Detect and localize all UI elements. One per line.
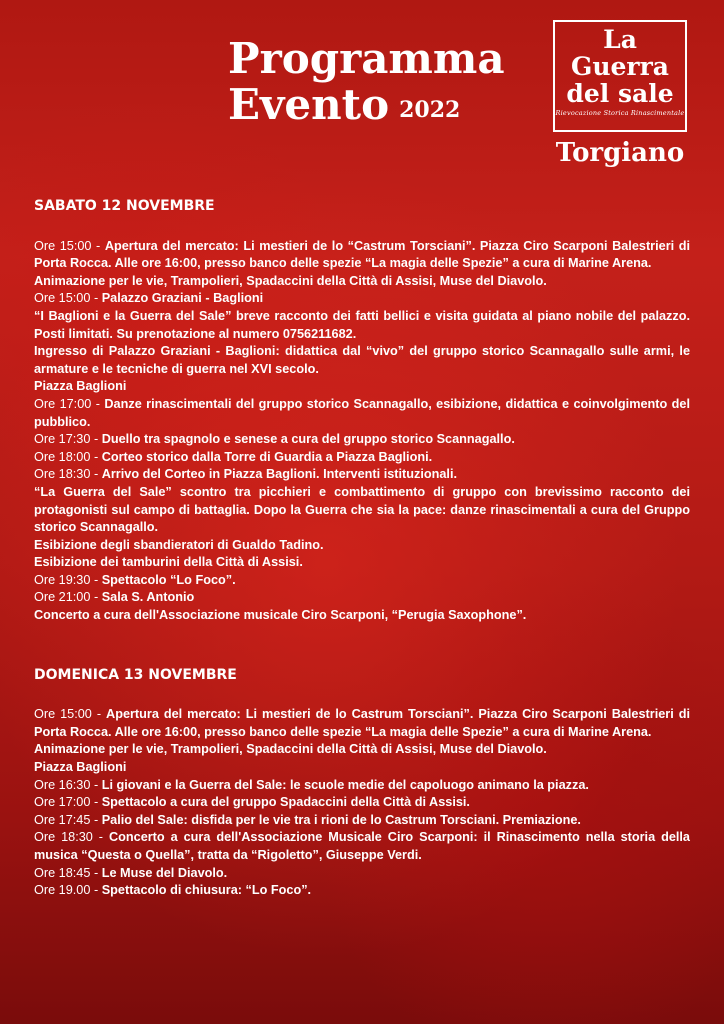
- program-entry: [34, 378, 690, 396]
- entry-text: Apertura del mercato: Li mestieri de lo “Castrum Torsciani”. Piazza Ciro Scarponi Balestrieri di Porta Rocca. Alle ore 16:00, presso banco delle spezie “La magia delle Spezie” a cura di Marine Arena.: [34, 238, 690, 271]
- entry-text: Danze rinascimentali del gruppo storico Scannagallo, esibizione, didattica e coinvolgimento del pubblico.: [34, 396, 691, 429]
- program-content: [34, 198, 690, 900]
- logo-line-2: Guerra: [571, 52, 669, 81]
- entry-text: Esibizione dei tamburini della Città di Assisi.: [34, 555, 303, 570]
- logo-subtitle: Rievocazione Storica Rinascimentale: [555, 109, 685, 117]
- day-1-entries: [34, 238, 690, 625]
- program-entry: [34, 865, 690, 883]
- title-line-2: Evento: [228, 80, 390, 129]
- entry-time: Ore 18:45 -: [34, 865, 102, 880]
- entry-text: Esibizione degli sbandieratori di Gualdo Tadino.: [34, 537, 324, 552]
- program-entry: [34, 273, 690, 291]
- program-entry: [34, 777, 690, 795]
- logo-town: Torgiano: [555, 138, 685, 168]
- entry-time: Ore 17:45 -: [34, 812, 102, 827]
- entry-time: Ore 18:30 -: [34, 830, 109, 845]
- program-entry: [34, 466, 690, 484]
- entry-text: Ingresso di Palazzo Graziani - Baglioni: didattica dal “vivo” del gruppo storico Scannagallo sulle armi, le armature e le tecniche di guerra nel XVI secolo.: [34, 344, 690, 376]
- entry-text: Animazione per le vie, Trampolieri, Spadaccini della Città di Assisi, Muse del Diavolo.: [34, 273, 547, 288]
- entry-text: Piazza Baglioni: [34, 760, 127, 775]
- entry-time: Ore 17:30 -: [34, 432, 102, 447]
- day-2-entries: [34, 706, 690, 900]
- entry-time: Ore 18:00 -: [34, 449, 102, 464]
- program-entry: [34, 829, 690, 864]
- logo-line-3: del sale: [566, 79, 674, 108]
- entry-time: Ore 19.00 -: [34, 883, 102, 898]
- program-entry: [34, 759, 690, 777]
- program-entry: [34, 741, 690, 759]
- entry-text: Sala S. Antonio: [101, 590, 195, 605]
- program-entry: [34, 882, 690, 900]
- entry-time: Ore 17:00 -: [34, 396, 105, 411]
- program-entry: [34, 238, 690, 273]
- entry-time: Ore 15:00 -: [34, 291, 102, 306]
- entry-text: Apertura del mercato: Li mestieri de lo Castrum Torsciani”. Piazza Ciro Scarponi Balestrieri di Porta Rocca. Alle ore 16:00, presso banco delle spezie “La magia delle Spezie” a cura di Marine Arena.: [34, 707, 690, 739]
- entry-time: Ore 18:30 -: [34, 467, 102, 482]
- entry-text: Spettacolo di chiusura: “Lo Foco”.: [101, 883, 312, 898]
- title-line-1: Programma: [228, 34, 505, 83]
- event-year: 2022: [399, 97, 461, 123]
- program-entry: [34, 572, 690, 590]
- entry-text: Piazza Baglioni: [34, 379, 127, 394]
- entry-text: Concerto a cura dell'Associazione musicale Ciro Scarponi, “Perugia Saxophone”.: [34, 608, 527, 623]
- entry-text: Palazzo Graziani - Baglioni: [101, 291, 264, 306]
- program-entry: [34, 308, 690, 343]
- program-entry: [34, 554, 690, 572]
- program-entry: [34, 290, 690, 308]
- program-entry: [34, 537, 690, 555]
- program-entry: [34, 431, 690, 449]
- entry-time: Ore 21:00 -: [34, 590, 102, 605]
- logo: [553, 20, 687, 168]
- program-entry: [34, 589, 690, 607]
- entry-text: Arrivo del Corteo in Piazza Baglioni. Interventi istituzionali.: [101, 467, 458, 482]
- day-heading: DOMENICA 13 NOVEMBRE: [34, 666, 237, 683]
- entry-text: “La Guerra del Sale” scontro tra picchieri e combattimento di gruppo con brevissimo racconto dei protagonisti sul campo di battaglia. Dopo la Guerra che sia la pace: danze rinascimentali a cura del Gruppo storico Scannagallo.: [34, 484, 690, 535]
- entry-time: Ore 19:30 -: [34, 572, 102, 587]
- entry-text: Spettacolo a cura del gruppo Spadaccini della Città di Assisi.: [101, 795, 470, 810]
- entry-time: Ore 16:30 -: [34, 777, 102, 792]
- entry-time: Ore 17:00 -: [34, 795, 102, 810]
- logo-box: [553, 20, 687, 132]
- entry-text: “I Baglioni e la Guerra del Sale” breve racconto dei fatti bellici e visita guidata al piano nobile del palazzo. Posti limitati. Su prenotazione al numero 0756211682.: [34, 308, 690, 341]
- entry-text: Le Muse del Diavolo.: [101, 865, 228, 880]
- day-heading: SABATO 12 NOVEMBRE: [34, 198, 215, 214]
- entry-text: Spettacolo “Lo Foco”.: [101, 572, 236, 587]
- program-entry: [34, 706, 690, 741]
- entry-text: Corteo storico dalla Torre di Guardia a Piazza Baglioni.: [101, 449, 433, 464]
- entry-time: Ore 15:00 -: [34, 238, 105, 253]
- program-entry: [34, 812, 690, 830]
- program-entry: [34, 794, 690, 812]
- program-entry: [34, 396, 690, 431]
- entry-text: Duello tra spagnolo e senese a cura del gruppo storico Scannagallo.: [101, 432, 515, 447]
- event-title: [228, 36, 505, 137]
- entry-text: Animazione per le vie, Trampolieri, Spadaccini della Città di Assisi, Muse del Diavolo.: [34, 742, 547, 757]
- logo-line-1: La: [603, 25, 637, 54]
- program-entry: [34, 343, 690, 378]
- program-entry: [34, 607, 690, 625]
- entry-time: Ore 15:00 -: [34, 707, 107, 722]
- entry-text: Palio del Sale: disfida per le vie tra i rioni de lo Castrum Torsciani. Premiazione.: [101, 812, 581, 827]
- program-entry: [34, 449, 690, 467]
- program-entry: [34, 484, 690, 537]
- entry-text: Li giovani e la Guerra del Sale: le scuole medie del capoluogo animano la piazza.: [101, 777, 589, 792]
- entry-text: Concerto a cura dell'Associazione Musicale Ciro Scarponi: il Rinascimento nella storia della musica “Questa o Quella”, tratta da “Rigoletto”, Giuseppe Verdi.: [34, 830, 690, 862]
